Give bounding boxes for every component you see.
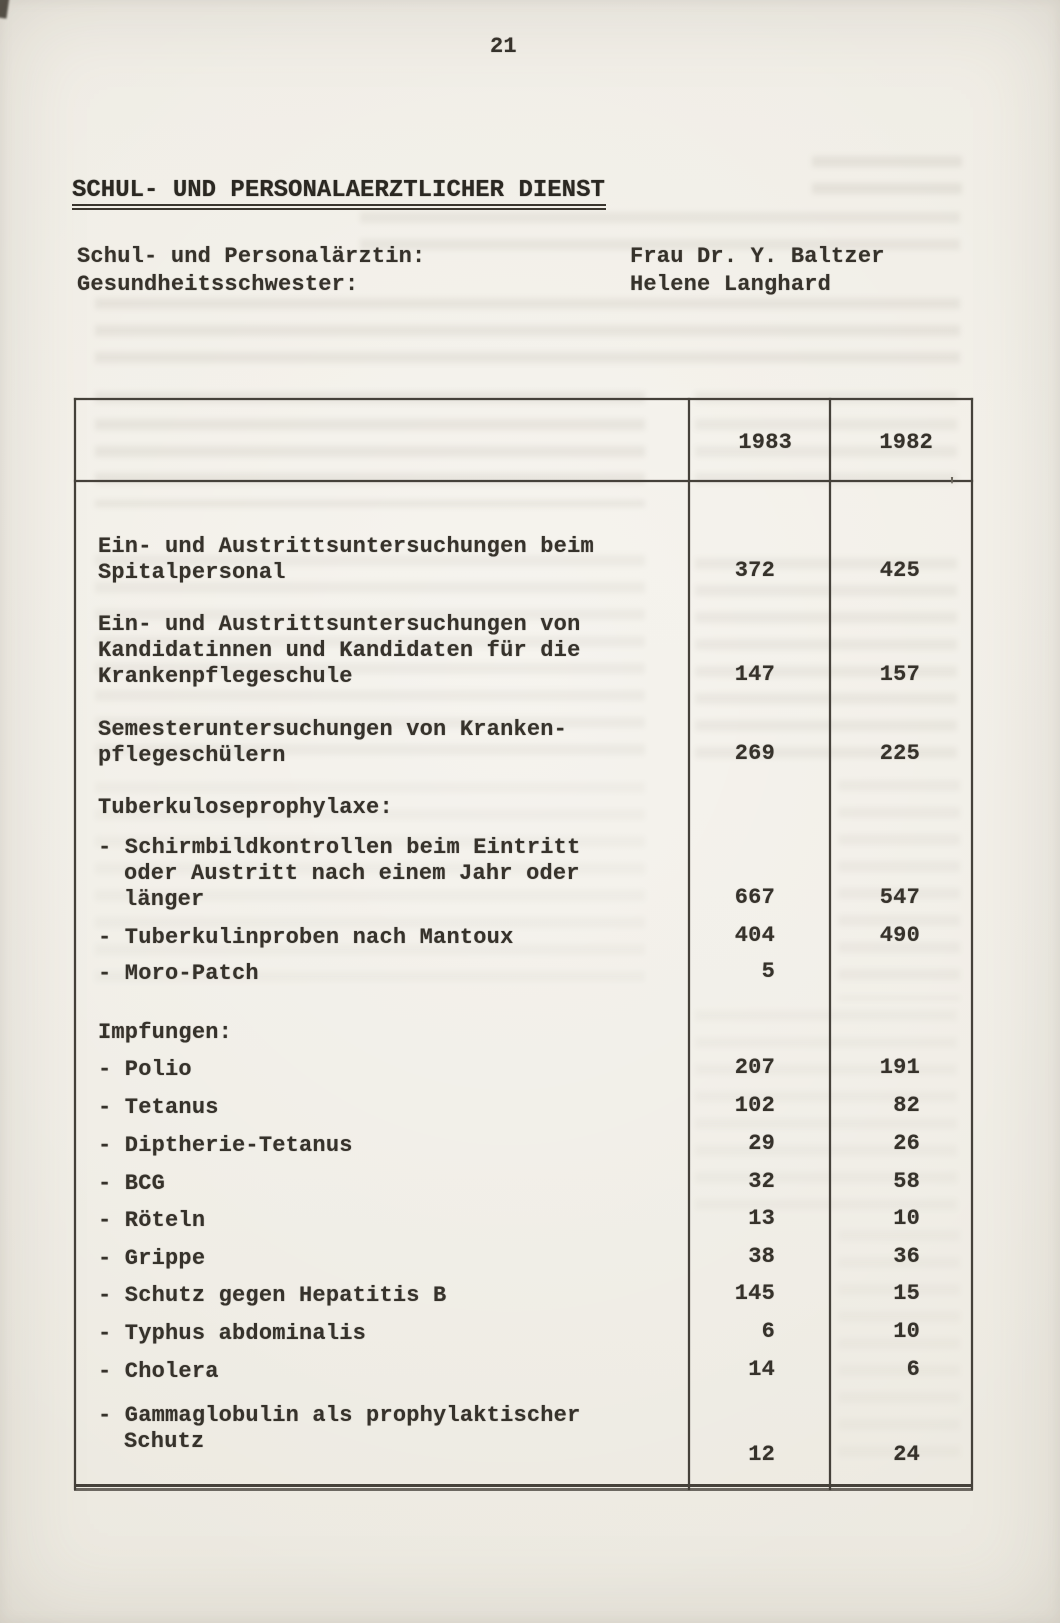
cell-value-1983: 102 (734, 1093, 775, 1118)
credit-label: Gesundheitsschwester: (77, 272, 359, 297)
table-row-label-line: - Cholera (98, 1359, 219, 1384)
cell-value-1982: 26 (893, 1131, 920, 1156)
cell-value-1982: 490 (879, 923, 920, 948)
cell-value-1983: 12 (748, 1442, 775, 1467)
cell-value-1982: 82 (893, 1093, 920, 1118)
table-row-label-line: - Tuberkulinproben nach Mantoux (98, 925, 514, 950)
table-row-label-line: - Tetanus (98, 1095, 219, 1120)
table-row-label-line: Ein- und Austrittsuntersuchungen von (98, 612, 581, 637)
cell-value-1982: 10 (893, 1206, 920, 1231)
cell-value-1982: 191 (879, 1055, 920, 1080)
cell-value-1982: 10 (893, 1319, 920, 1344)
table-section-label: Impfungen: (98, 1020, 233, 1045)
cell-value-1982: 225 (879, 741, 920, 766)
cell-value-1983: 372 (734, 558, 775, 583)
page-number: 21 (490, 34, 517, 59)
cell-value-1982: 547 (879, 885, 920, 910)
scan-corner-artifact (0, 0, 9, 19)
credit-value: Frau Dr. Y. Baltzer (630, 244, 885, 269)
cell-value-1982: 36 (893, 1244, 920, 1269)
table-row-label-line: - Röteln (98, 1208, 206, 1233)
cell-value-1982: 425 (879, 558, 920, 583)
table-row-label-line: - Moro-Patch (98, 961, 259, 986)
title-underline (72, 204, 606, 206)
table-row-label-line: - Grippe (98, 1246, 206, 1271)
table-row-label-line: länger (124, 887, 205, 912)
table-row-label-line: - Schirmbildkontrollen beim Eintritt (98, 835, 581, 860)
table-row-label-line: Ein- und Austrittsuntersuchungen beim (98, 534, 594, 559)
table-border-top (74, 398, 973, 400)
table-row-label-line: Schutz (124, 1429, 205, 1454)
table-row-label-line: - Schutz gegen Hepatitis B (98, 1283, 447, 1308)
table-row-label-line: pflegeschülern (98, 743, 286, 768)
cell-value-1983: 667 (734, 885, 775, 910)
cell-value-1983: 38 (748, 1244, 775, 1269)
cell-value-1983: 13 (748, 1206, 775, 1231)
cell-value-1983: 5 (761, 959, 775, 984)
table-row-label-line: Krankenpflegeschule (98, 664, 353, 689)
scan-speck: ' (946, 476, 959, 499)
table-row-label-line: oder Austritt nach einem Jahr oder (124, 861, 580, 886)
column-header-1982: 1982 (879, 430, 933, 455)
cell-value-1982: 58 (893, 1169, 920, 1194)
cell-value-1982: 15 (893, 1281, 920, 1306)
table-row-label-line: - Typhus abdominalis (98, 1321, 367, 1346)
cell-value-1983: 404 (734, 923, 775, 948)
cell-value-1983: 145 (734, 1281, 775, 1306)
table-row-label-line: - Diptherie-Tetanus (98, 1133, 353, 1158)
bleedthrough-text (812, 156, 962, 204)
cell-value-1982: 24 (893, 1442, 920, 1467)
cell-value-1983: 29 (748, 1131, 775, 1156)
table-row-label-line: - Polio (98, 1057, 192, 1082)
table-header-separator (74, 480, 973, 482)
cell-value-1983: 6 (761, 1319, 775, 1344)
cell-value-1983: 147 (734, 662, 775, 687)
table-row-label-line: Kandidatinnen und Kandidaten für die (98, 638, 581, 663)
table-border-left (74, 398, 76, 1490)
column-header-1983: 1983 (738, 430, 792, 455)
table-row-label-line: - Gammaglobulin als prophylaktischer (98, 1403, 581, 1428)
cell-value-1983: 269 (734, 741, 775, 766)
table-row-label-line: Semesteruntersuchungen von Kranken- (98, 717, 568, 742)
cell-value-1983: 14 (748, 1357, 775, 1382)
cell-value-1983: 207 (734, 1055, 775, 1080)
table-section-label: Tuberkuloseprophylaxe: (98, 795, 393, 820)
cell-value-1983: 32 (748, 1169, 775, 1194)
document-title: SCHUL- UND PERSONALAERZTLICHER DIENST (72, 177, 605, 204)
table-row-label-line: - BCG (98, 1171, 166, 1196)
table-border-bottom (74, 1484, 973, 1487)
credit-value: Helene Langhard (630, 272, 832, 297)
table-border-right (971, 398, 973, 1490)
credit-label: Schul- und Personalärztin: (77, 244, 426, 269)
table-row-label-line: Spitalpersonal (98, 560, 286, 585)
cell-value-1982: 6 (906, 1357, 920, 1382)
cell-value-1982: 157 (879, 662, 920, 687)
stats-table (74, 398, 973, 1488)
bleedthrough-text (95, 298, 960, 370)
